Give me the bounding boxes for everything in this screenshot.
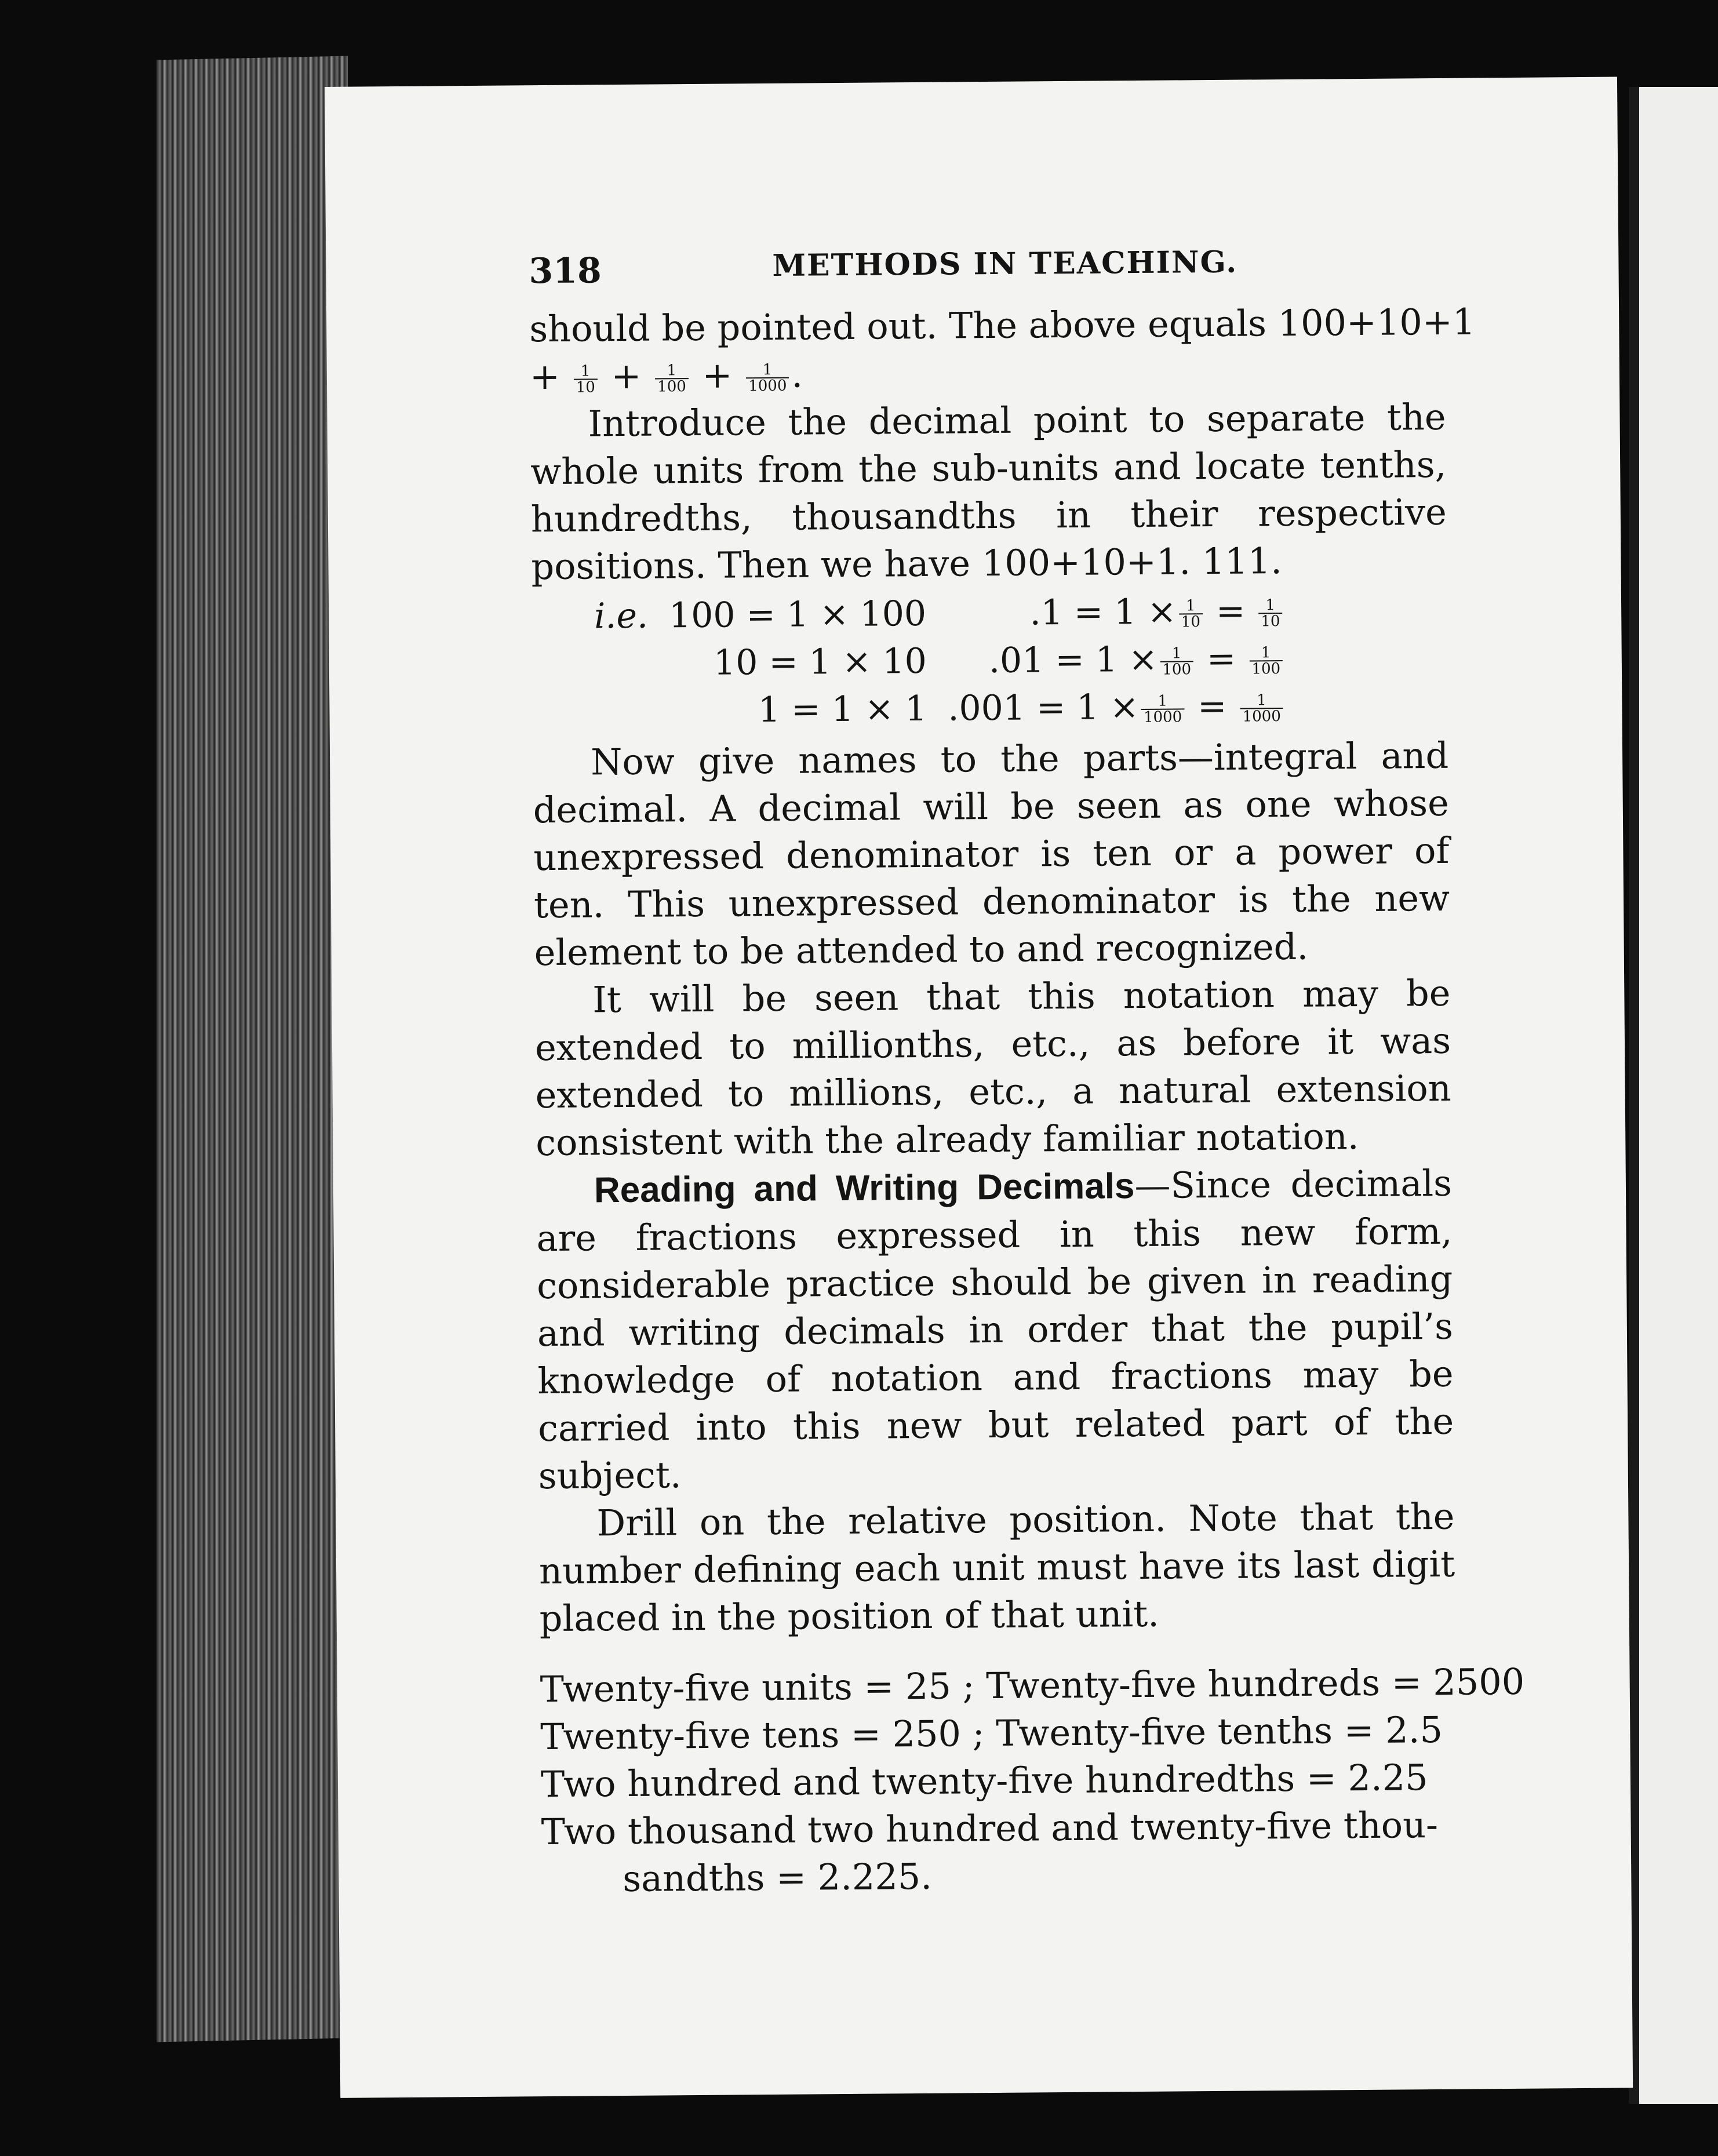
example-line: Two thousand two hundred and twenty-five thou- [541,1804,1439,1853]
page-number: 318 [529,250,602,292]
paragraph-5-text: —Since decimals are fractions expressed in this new form, considerable practice should be given in reading and writing decimals in order that the pupil’s knowledge of notation and fractions may be carried into this new but related part of the subject. [536,1161,1454,1498]
fraction-hundredth: $\frac{1}{100}$ [655,363,689,394]
example-line: Twenty-five tens = 250 ; Twenty-five tenths = 2.5 [540,1708,1443,1758]
facing-page-edge [1629,87,1718,2104]
section-heading: Reading and Writing Decimals [594,1166,1135,1211]
plus-sign: + [529,355,560,398]
fraction-tenth: $\frac{1}{10}$ [573,363,598,395]
page-header [529,229,1445,300]
plus-sign: + [702,354,733,396]
example-line: Two hundred and twenty-five hundredths = 2.25 [540,1756,1428,1806]
equation-left: 10 = 1 × 10 [713,640,927,683]
equation-table [584,587,1296,735]
equation-left: 1 = 1 × 1 [758,688,927,731]
equation-row [584,587,1295,640]
book-page-edges [156,56,348,2042]
period: . [791,353,803,396]
paragraph-4: It will be seen that this notation may be extended to millionths, etc., as before it was extended to millions, etc., a natural extension consistent with the already familiar notation. [534,971,1451,1164]
running-title: METHODS IN TEACHING. [772,244,1238,283]
paragraph-3: Now give names to the parts—integral and decimal. A decimal will be seen as one whose unexpressed denominator is ten or a power of ten. This unexpressed denominator is the new element to be attended to and recognized. [533,734,1450,974]
paragraph-2: Introduce the decimal point to separate the whole units from the sub-units and locate tenths, hundredths, thousandths in their respective positions. Then we have 100+10+1. 111. [530,395,1447,588]
book-page [325,77,1633,2097]
equation-row [584,682,1296,735]
paragraph-1-fractions [530,346,1446,400]
paragraph-1-line-1: should be pointed out. The above equals 100+10+1 [529,300,1476,351]
equation-right: .1 = 1 × $\frac{1}{10}$ = $\frac{1}{10}$ [937,587,1295,638]
paragraph-6: Drill on the relative position. Note that the number defining each unit must have its last digit placed in the position of that unit. [538,1495,1455,1640]
plus-sign: + [611,354,642,398]
equation-right: .001 = 1 × $\frac{1}{1000}$ = $\frac{1}{1000}$ [937,682,1296,733]
equation-left: 100 = 1 × 100 [668,593,927,636]
example-line: Twenty-five units = 25 ; Twenty-five hundreds = 2500 [540,1660,1525,1711]
ie-label: i.e. [594,595,649,637]
example-line-continued: sandths = 2.225. [623,1855,933,1900]
equation-row [584,635,1296,688]
equation-right: .01 = 1 × $\frac{1}{100}$ = $\frac{1}{100}$ [937,635,1295,685]
page-content [529,229,1525,1903]
fraction-thousandth: $\frac{1}{1000}$ [746,362,789,394]
paragraph-5 [536,1160,1454,1500]
